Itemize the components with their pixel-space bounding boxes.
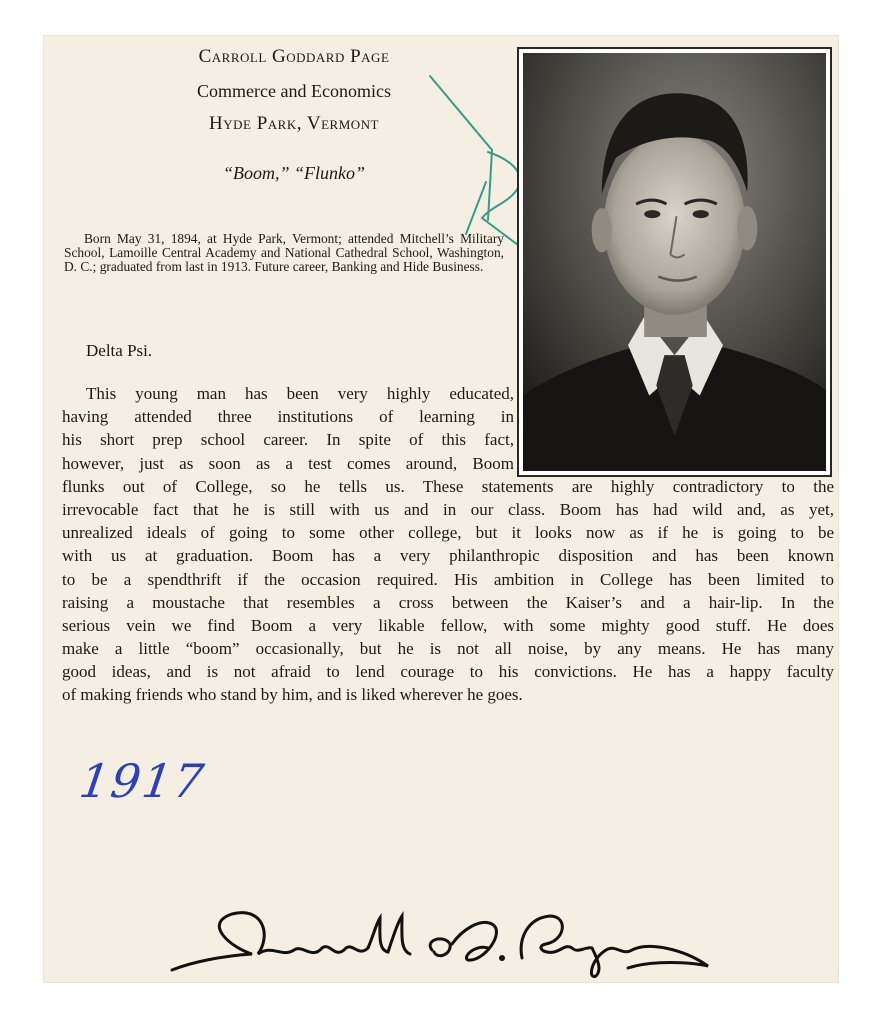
narrative-line: serious vein we find Boom a very likable fellow, with some mighty good stuff. He does — [62, 615, 834, 635]
narrative-line: with us at graduation. Boom has a very philanthropic disposition and has been known — [62, 546, 834, 566]
course-of-study: Commerce and Economics — [197, 81, 391, 101]
narrative-line: unrealized ideals of going to some other college, but it looks now as if he is going to be — [62, 523, 834, 543]
narrative-line: good ideas, and is not afraid to lend courage to his convictions. He has a happy faculty — [62, 662, 834, 682]
narrative-line: to be a spendthrift if the occasion required. His ambition in College has been limited to — [62, 569, 834, 589]
narrative-line: This young man has been very highly educated, — [86, 384, 514, 403]
signature-image — [162, 904, 722, 984]
nicknames: “Boom,” “Flunko” — [222, 163, 366, 183]
narrative-line: of making friends who stand by him, and is liked wherever he goes. — [62, 685, 523, 705]
student-name: Carroll Goddard Page — [198, 46, 390, 67]
portrait-photo — [517, 47, 832, 477]
yearbook-page — [44, 36, 838, 982]
narrative-line: raising a moustache that resembles a cross between the Kaiser’s and a hair-lip. In the — [62, 592, 834, 612]
header-block — [144, 44, 444, 184]
bio-paragraph: Born May 31, 1894, at Hyde Park, Vermont; attended Mitchell’s Military School, Lamoille Central Academy and National Cathedral School, Washington, D. C.; graduated from last in 1913. Future career, Banking and Hide Business. — [64, 231, 504, 274]
narrative-line: however, just as soon as a test comes around, Boom — [62, 453, 514, 473]
portrait-image — [523, 53, 826, 471]
narrative-line: his short prep school career. In spite of this fact, — [62, 430, 514, 450]
fraternity: Delta Psi. — [86, 341, 153, 360]
narrative-line: flunks out of College, so he tells us. These statements are highly contradictory to the — [62, 476, 834, 496]
handwritten-year: 1917 — [76, 754, 209, 808]
narrative-line: irrevocable fact that he is still with us and in our class. Boom has had wild and, as yet, — [62, 499, 834, 519]
hometown: Hyde Park, Vermont — [209, 113, 379, 134]
narrative-line: make a little “boom” occasionally, but he is not all noise, by any means. He has many — [62, 639, 834, 659]
narrative-line: having attended three institutions of learning in — [62, 407, 514, 427]
